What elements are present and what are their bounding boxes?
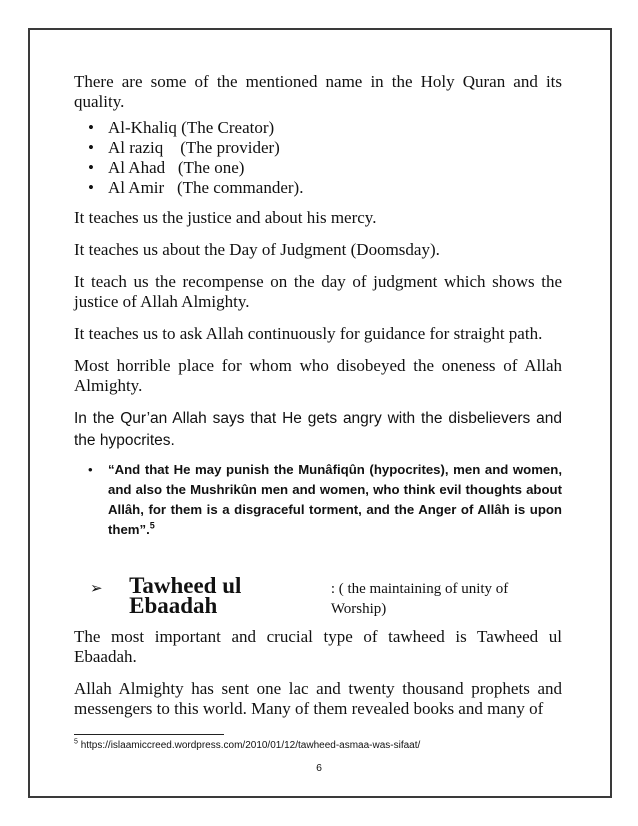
footnote-reference[interactable]: 5 [149, 520, 155, 531]
arrow-bullet-icon: ➢ [90, 579, 103, 597]
anger-paragraph: In the Qur’an Allah says that He gets angry with the disbelievers and the hypocrites. [74, 410, 562, 449]
paragraph: Allah Almighty has sent one lac and twenty thousand prophets and messengers to this world. Many of them revealed books and many of [74, 679, 562, 718]
bullet-icon: • [88, 118, 94, 137]
names-list [74, 118, 562, 198]
paragraph: Most horrible place for whom who disobeyed the oneness of Allah Almighty. [74, 356, 562, 395]
footnote-link[interactable]: https://islaamiccreed.wordpress.com/2010/01/12/tawheed-asmaa-was-sifaat/ [80, 740, 421, 751]
bullet-icon: • [88, 158, 94, 177]
list-item: • Al raziq (The provider) [88, 138, 280, 157]
footnote-divider [74, 734, 224, 735]
intro-paragraph: There are some of the mentioned name in the Holy Quran and its quality. [74, 72, 562, 111]
bullet-icon: • [88, 138, 94, 157]
page-content [74, 72, 562, 719]
quote-item [74, 460, 562, 540]
quote-list [74, 460, 562, 540]
bullet-icon: • [88, 462, 93, 477]
section-heading [74, 573, 562, 619]
heading-title: Tawheed ul Ebaadah [129, 573, 242, 618]
paragraph: The most important and crucial type of tawheed is Tawheed ul Ebaadah. [74, 627, 562, 666]
footnote [74, 740, 420, 751]
list-item: • Al Ahad (The one) [88, 158, 245, 177]
list-item: • Al-Khaliq (The Creator) [88, 118, 275, 137]
paragraph: It teaches us about the Day of Judgment (Doomsday). [74, 240, 440, 259]
paragraph: It teaches us to ask Allah continuously for guidance for straight path. [74, 324, 543, 343]
quote-text: “And that He may punish the Munâfiqûn (hypocrites), men and women, and also the Mushrikûn men and women, who think evil thoughts about Allâh, for them is a disgraceful torment, and the Anger of Allâh is upon them”. [108, 462, 562, 537]
heading-subtitle: : ( the maintaining of unity of Worship) [330, 581, 509, 617]
list-item: • Al Amir (The commander). [88, 178, 304, 197]
footnote-number: 5 [74, 738, 78, 746]
page-number: 6 [316, 762, 322, 774]
paragraph: It teaches us the justice and about his mercy. [74, 208, 377, 227]
bullet-icon: • [88, 178, 94, 197]
paragraph: It teach us the recompense on the day of judgment which shows the justice of Allah Almighty. [74, 272, 562, 311]
